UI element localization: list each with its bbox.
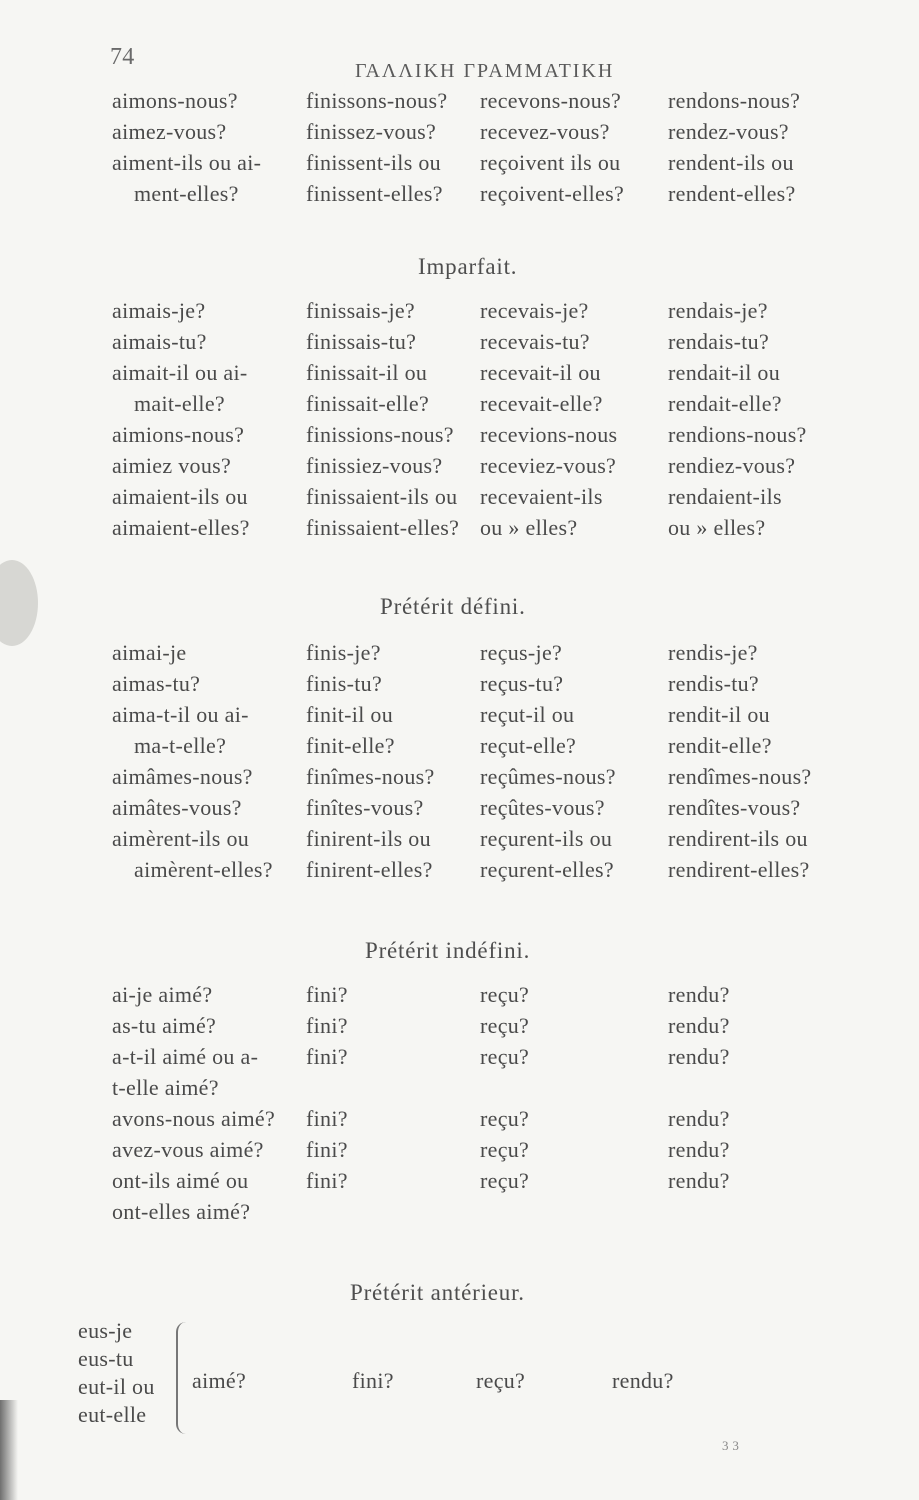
form-cell: aimions-nous? <box>112 422 245 447</box>
preterit-indefini-heading: Prétérit indéfini. <box>365 938 531 963</box>
form-cell: finissions-nous? <box>306 422 454 447</box>
form-cell: finissais-tu? <box>306 329 417 354</box>
form-cell: aimèrent-elles? <box>134 857 273 882</box>
form-cell: receviez-vous? <box>480 453 617 478</box>
form-cell: rendais-tu? <box>668 329 770 354</box>
form-cell: recevions-nous <box>480 422 618 447</box>
form-cell: aimais-je? <box>112 298 206 323</box>
form-cell: reçurent-elles? <box>480 857 614 882</box>
form-cell: rendons-nous? <box>668 88 801 113</box>
form-cell: rendu? <box>668 982 730 1007</box>
form-cell: rendirent-ils ou <box>668 826 808 851</box>
form-cell: finis-je? <box>306 640 381 665</box>
preterit-anterieur-heading: Prétérit antérieur. <box>350 1280 525 1305</box>
form-cell: finirent-ils ou <box>306 826 431 851</box>
form-cell: recevais-tu? <box>480 329 590 354</box>
form-cell: reçus-je? <box>480 640 563 665</box>
form-cell: rendu? <box>668 1137 730 1162</box>
form-cell: ment-elles? <box>134 181 239 206</box>
form-cell: reçu? <box>480 1044 530 1069</box>
form-cell: avons-nous aimé? <box>112 1106 276 1131</box>
participle: reçu? <box>476 1368 526 1393</box>
form-cell: aimâmes-nous? <box>112 764 253 789</box>
form-cell: rendiez-vous? <box>668 453 796 478</box>
form-cell: finit-il ou <box>306 702 394 727</box>
form-cell: rendis-je? <box>668 640 758 665</box>
form-cell: rendu? <box>668 1044 730 1069</box>
imparfait-heading: Imparfait. <box>418 254 518 279</box>
form-cell: reçut-il ou <box>480 702 575 727</box>
form-cell: aimaient-ils ou <box>112 484 248 509</box>
form-cell: ou » elles? <box>480 515 578 540</box>
form-cell: avez-vous aimé? <box>112 1137 264 1162</box>
preterit-defini-heading: Prétérit défini. <box>380 594 526 619</box>
form-cell: finissait-il ou <box>306 360 428 385</box>
form-cell: recevaient-ils <box>480 484 603 509</box>
running-title: ΓΑΛΛΙΚΗ ΓΡΑΜΜΑΤΙΚΗ <box>355 60 615 82</box>
form-cell: finissez-vous? <box>306 119 437 144</box>
form-cell: finissaient-elles? <box>306 515 460 540</box>
form-cell: aimèrent-ils ou <box>112 826 250 851</box>
form-cell: reçûmes-nous? <box>480 764 616 789</box>
form-cell: rendait-elle? <box>668 391 782 416</box>
form-cell: ou » elles? <box>668 515 766 540</box>
form-cell: t-elle aimé? <box>112 1075 219 1100</box>
form-cell: reçurent-ils ou <box>480 826 613 851</box>
pronoun-line: eus-tu <box>78 1346 134 1371</box>
form-cell: recevons-nous? <box>480 88 622 113</box>
form-cell: rendaient-ils <box>668 484 782 509</box>
form-cell: rendait-il ou <box>668 360 781 385</box>
form-cell: reçu? <box>480 982 530 1007</box>
form-cell: recevait-elle? <box>480 391 603 416</box>
form-cell: finissiez-vous? <box>306 453 443 478</box>
form-cell: ma-t-elle? <box>134 733 227 758</box>
pronoun-line: eus-je <box>78 1318 133 1343</box>
form-cell: rendu? <box>668 1168 730 1193</box>
brace <box>176 1322 190 1434</box>
form-cell: finissons-nous? <box>306 88 448 113</box>
form-cell: reçu? <box>480 1013 530 1038</box>
participle: rendu? <box>612 1368 674 1393</box>
form-cell: fini? <box>306 1168 348 1193</box>
form-cell: recevez-vous? <box>480 119 610 144</box>
form-cell: ont-elles aimé? <box>112 1199 251 1224</box>
form-cell: ai-je aimé? <box>112 982 213 1007</box>
form-cell: aima-t-il ou ai- <box>112 702 249 727</box>
form-cell: reçus-tu? <box>480 671 564 696</box>
page-number: 74 <box>110 44 135 70</box>
form-cell: recevait-il ou <box>480 360 601 385</box>
form-cell: aimaient-elles? <box>112 515 250 540</box>
form-cell: reçoivent-elles? <box>480 181 625 206</box>
form-cell: finissait-elle? <box>306 391 430 416</box>
form-cell: aiment-ils ou ai- <box>112 150 262 175</box>
form-cell: a-t-il aimé ou a- <box>112 1044 259 1069</box>
form-cell: aimiez vous? <box>112 453 232 478</box>
form-cell: ont-ils aimé ou <box>112 1168 249 1193</box>
form-cell: finissaient-ils ou <box>306 484 458 509</box>
pronoun-line: eut-il ou <box>78 1374 155 1399</box>
form-cell: rendîtes-vous? <box>668 795 801 820</box>
form-cell: reçûtes-vous? <box>480 795 605 820</box>
form-cell: recevais-je? <box>480 298 589 323</box>
form-cell: finîmes-nous? <box>306 764 435 789</box>
form-cell: rendais-je? <box>668 298 768 323</box>
form-cell: rendit-il ou <box>668 702 770 727</box>
form-cell: finissent-elles? <box>306 181 443 206</box>
form-cell: aimai-je <box>112 640 187 665</box>
form-cell: finis-tu? <box>306 671 383 696</box>
participle: fini? <box>352 1368 394 1393</box>
form-cell: reçoivent ils ou <box>480 150 621 175</box>
form-cell: finissais-je? <box>306 298 415 323</box>
form-cell: aimais-tu? <box>112 329 207 354</box>
corner-mark: 3 3 <box>722 1438 740 1453</box>
form-cell: rendit-elle? <box>668 733 772 758</box>
form-cell: aimait-il ou ai- <box>112 360 248 385</box>
form-cell: rendu? <box>668 1106 730 1131</box>
form-cell: reçu? <box>480 1168 530 1193</box>
form-cell: aimâtes-vous? <box>112 795 242 820</box>
form-cell: rendions-nous? <box>668 422 807 447</box>
form-cell: finissent-ils ou <box>306 150 441 175</box>
form-cell: rendent-elles? <box>668 181 796 206</box>
form-cell: fini? <box>306 1013 348 1038</box>
participle: aimé? <box>192 1368 247 1393</box>
form-cell: rendez-vous? <box>668 119 789 144</box>
form-cell: reçu? <box>480 1106 530 1131</box>
page-edge-shadow <box>0 1400 18 1500</box>
form-cell: as-tu aimé? <box>112 1013 217 1038</box>
form-cell: finirent-elles? <box>306 857 433 882</box>
form-cell: finit-elle? <box>306 733 395 758</box>
form-cell: rendîmes-nous? <box>668 764 812 789</box>
form-cell: fini? <box>306 1106 348 1131</box>
form-cell: aimas-tu? <box>112 671 201 696</box>
form-cell: reçu? <box>480 1137 530 1162</box>
form-cell: fini? <box>306 1044 348 1069</box>
pronoun-line: eut-elle <box>78 1402 147 1427</box>
form-cell: mait-elle? <box>134 391 225 416</box>
form-cell: rendent-ils ou <box>668 150 794 175</box>
form-cell: fini? <box>306 1137 348 1162</box>
form-cell: rendu? <box>668 1013 730 1038</box>
form-cell: fini? <box>306 982 348 1007</box>
form-cell: reçut-elle? <box>480 733 577 758</box>
form-cell: finîtes-vous? <box>306 795 424 820</box>
form-cell: aimez-vous? <box>112 119 227 144</box>
form-cell: rendirent-elles? <box>668 857 810 882</box>
form-cell: rendis-tu? <box>668 671 759 696</box>
page-stain <box>0 560 38 646</box>
form-cell: aimons-nous? <box>112 88 238 113</box>
